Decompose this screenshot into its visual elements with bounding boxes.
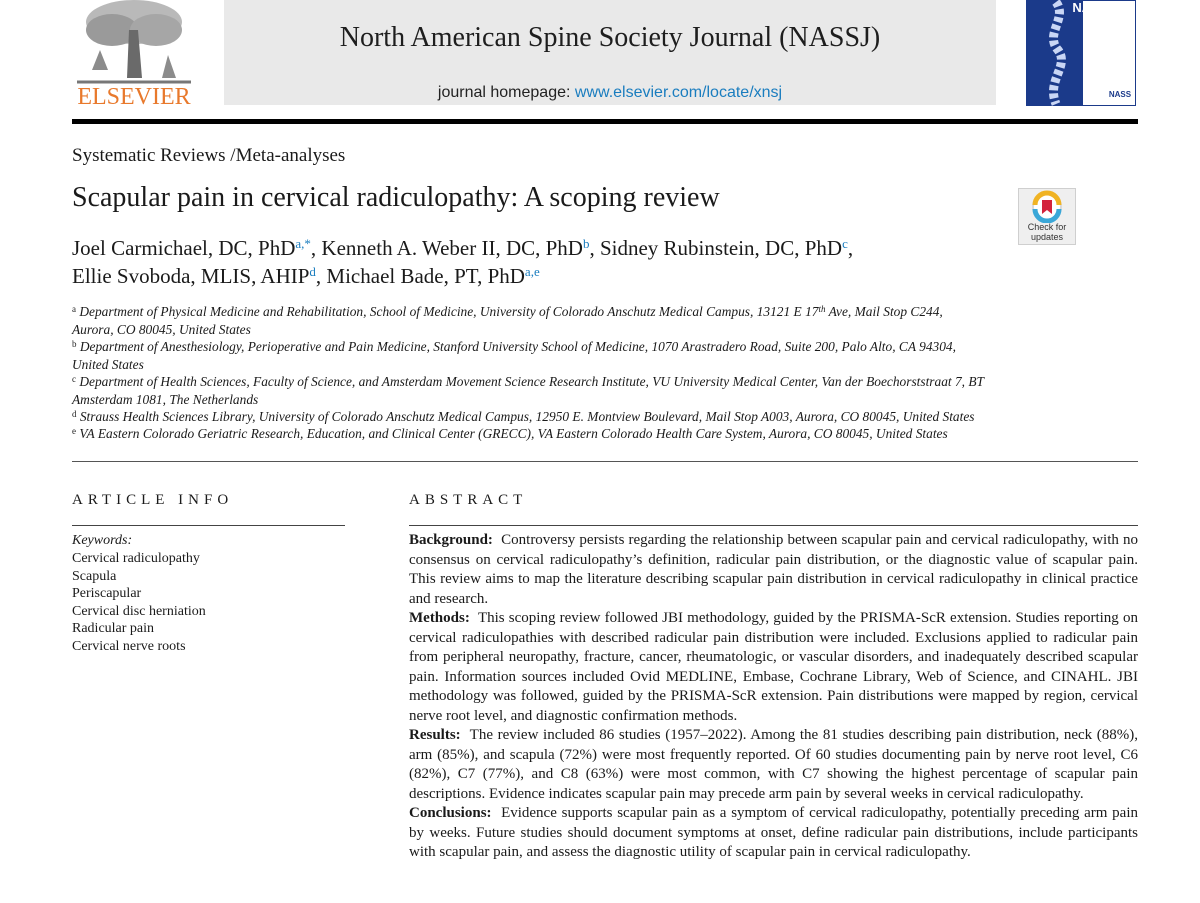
affiliation-text: Ave, Mail Stop C244,	[825, 304, 943, 319]
affiliation-key: e	[72, 426, 76, 436]
author-name: Ellie Svoboda, MLIS, AHIP	[72, 264, 310, 288]
author-affiliation-link[interactable]: a,	[295, 236, 305, 251]
crossmark-icon	[1019, 189, 1075, 223]
journal-title: North American Spine Society Journal (NASSJ)	[339, 22, 881, 53]
abstract-methods	[409, 609, 1138, 726]
tree-icon	[72, 0, 196, 106]
affiliation-key: d	[72, 409, 77, 419]
author-name: Joel Carmichael, DC, PhD	[72, 236, 296, 260]
section-label: Conclusions:	[409, 805, 492, 821]
check-for-updates-button[interactable]	[1018, 188, 1076, 245]
keywords-list	[72, 550, 206, 655]
affiliation-text: Strauss Health Sciences Library, University of Colorado Anschutz Medical Campus, 12950 E. Montview Boulevard, Mail Stop A003, Aurora, CO 80045, United States	[79, 409, 975, 424]
author-name: Sidney Rubinstein, DC, PhD	[599, 236, 843, 260]
journal-header	[224, 0, 996, 105]
affiliation-text: United States	[72, 356, 144, 372]
article-info-heading: ARTICLE INFO	[72, 492, 234, 508]
keywords-label: Keywords:	[72, 533, 133, 548]
journal-homepage	[224, 84, 996, 102]
affiliation-text: Amsterdam 1081, The Netherlands	[72, 391, 259, 407]
affiliation-c	[72, 373, 984, 408]
keyword-item: Scapula	[72, 568, 117, 584]
author-separator: ,	[310, 236, 322, 260]
section-text: Evidence supports scapular pain as a symptom of cervical radiculopathy, potentially preceding arm pain by weeks. Future studies should document symptoms at onset, define radicular pain distributions, include participants with scapular pain, and assess the diagnostic utility of scapular pain in cervical radiculopathy.	[409, 805, 1139, 860]
abstract-body	[409, 531, 1138, 863]
homepage-label: journal homepage:	[437, 84, 571, 101]
affiliation-text: Aurora, CO 80045, United States	[72, 321, 251, 337]
keyword-item: Cervical nerve roots	[72, 638, 186, 654]
section-label: Results:	[409, 727, 461, 743]
section-label: Background:	[409, 532, 493, 548]
abstract-rule	[409, 525, 1138, 526]
abstract-background	[409, 531, 1138, 609]
authors-line-2	[72, 264, 540, 289]
affiliation-text: Department of Anesthesiology, Perioperative and Pain Medicine, Stanford University School of Medicine, 1070 Arastradero Road, Suite 200, Palo Alto, CA 94304,	[79, 339, 956, 354]
ordinal-suffix: th	[818, 304, 826, 314]
keyword-item: Cervical disc herniation	[72, 603, 206, 619]
section-text: Controversy persists regarding the relationship between scapular pain and cervical radiculopathy, with no consensus on cervical radiculopathy’s definition, radicular pain distribution, or the diagnostic value of scapular pain. This review aims to map the literature describing scapular pain distribution in cervical radiculopathy in clinical practice and research.	[409, 532, 1139, 607]
journal-cover-thumbnail[interactable]	[1026, 0, 1136, 106]
section-label: Methods:	[409, 610, 470, 626]
author-affiliation-link[interactable]: a,e	[524, 264, 540, 279]
article-info-rule	[72, 525, 345, 526]
affiliation-key: c	[72, 374, 76, 384]
keyword-item: Cervical radiculopathy	[72, 551, 200, 566]
abstract-conclusions	[409, 804, 1138, 863]
affiliation-d	[72, 408, 975, 426]
keyword-item: Periscapular	[72, 586, 142, 601]
keyword-item: Radicular pain	[72, 621, 155, 636]
abstract-heading: ABSTRACT	[409, 492, 528, 508]
affiliation-text: VA Eastern Colorado Geriatric Research, Education, and Clinical Center (GRECC), VA Eastern Colorado Health Care System, Aurora, CO 80045, United States	[79, 426, 948, 441]
publisher-wordmark: ELSEVIER	[77, 84, 191, 106]
article-title: Scapular pain in cervical radiculopathy: A scoping review	[72, 182, 720, 213]
corresponding-author-link[interactable]: *	[304, 236, 311, 251]
affiliation-key: a	[72, 304, 76, 314]
section-divider	[72, 461, 1138, 462]
header-divider	[72, 119, 1138, 124]
affiliation-a	[72, 303, 943, 338]
cover-brand: NASS	[1108, 90, 1132, 99]
author-separator: ,	[315, 264, 327, 288]
affiliation-b	[72, 338, 956, 373]
author-affiliation-link[interactable]: c	[842, 236, 848, 251]
author-affiliation-link[interactable]: b	[582, 236, 590, 251]
abstract-results	[409, 726, 1138, 804]
affiliation-e	[72, 425, 948, 443]
cover-title: NASSJ	[1072, 0, 1116, 15]
section-text: This scoping review followed JBI methodology, guided by the PRISMA-ScR extension. Studies reporting on cervical radiculopathies with described radicular pain distribution were included. Exclusions applied to radicular pain from peripheral neuropathy, fracture, cancer, rheumatologic, or vascular disorders, and inadequately described scapular pain. Information sources included Ovid MEDLINE, Embase, Cochrane Library, Web of Science, and CINAHL. JBI methodology was followed, guided by the PRISMA-ScR extension. Pain distributions were mapped by region, cervical nerve root level, and diagnostic confirmation methods.	[409, 610, 1138, 724]
author-name: Michael Bade, PT, PhD	[326, 264, 525, 288]
author-separator: ,	[847, 236, 854, 260]
authors-line-1	[72, 236, 853, 261]
affiliation-text: Department of Physical Medicine and Rehabilitation, School of Medicine, University of Colorado Anschutz Medical Campus, 13121 E 17	[79, 304, 819, 319]
crossmark-label: Check for updates	[1027, 222, 1067, 242]
affiliation-text: Department of Health Sciences, Faculty of Science, and Amsterdam Movement Science Research Institute, VU University Medical Center, Van der Boechorststraat 7, BT	[79, 374, 984, 389]
author-affiliation-link[interactable]: d	[309, 264, 316, 279]
author-name: Kenneth A. Weber II, DC, PhD	[321, 236, 583, 260]
homepage-link[interactable]: www.elsevier.com/locate/xnsj	[574, 84, 783, 101]
author-separator: ,	[589, 236, 600, 260]
cover-image-icon	[1026, 0, 1136, 106]
affiliation-key: b	[72, 339, 77, 349]
section-text: The review included 86 studies (1957–2022). Among the 81 studies describing pain distribution, neck (88%), arm (85%), and scapula (72%) were most frequently reported. Of 60 studies documenting pain by nerve root level, C6 (82%), C7 (77%), and C8 (63%) were most common, with C7 showing the highest percentage of scapular pain descriptions. Evidence indicates scapular pain may precede arm pain by several weeks in cervical radiculopathy.	[409, 727, 1138, 802]
elsevier-logo[interactable]	[72, 0, 196, 106]
article-type: Systematic Reviews /Meta-analyses	[72, 145, 346, 166]
